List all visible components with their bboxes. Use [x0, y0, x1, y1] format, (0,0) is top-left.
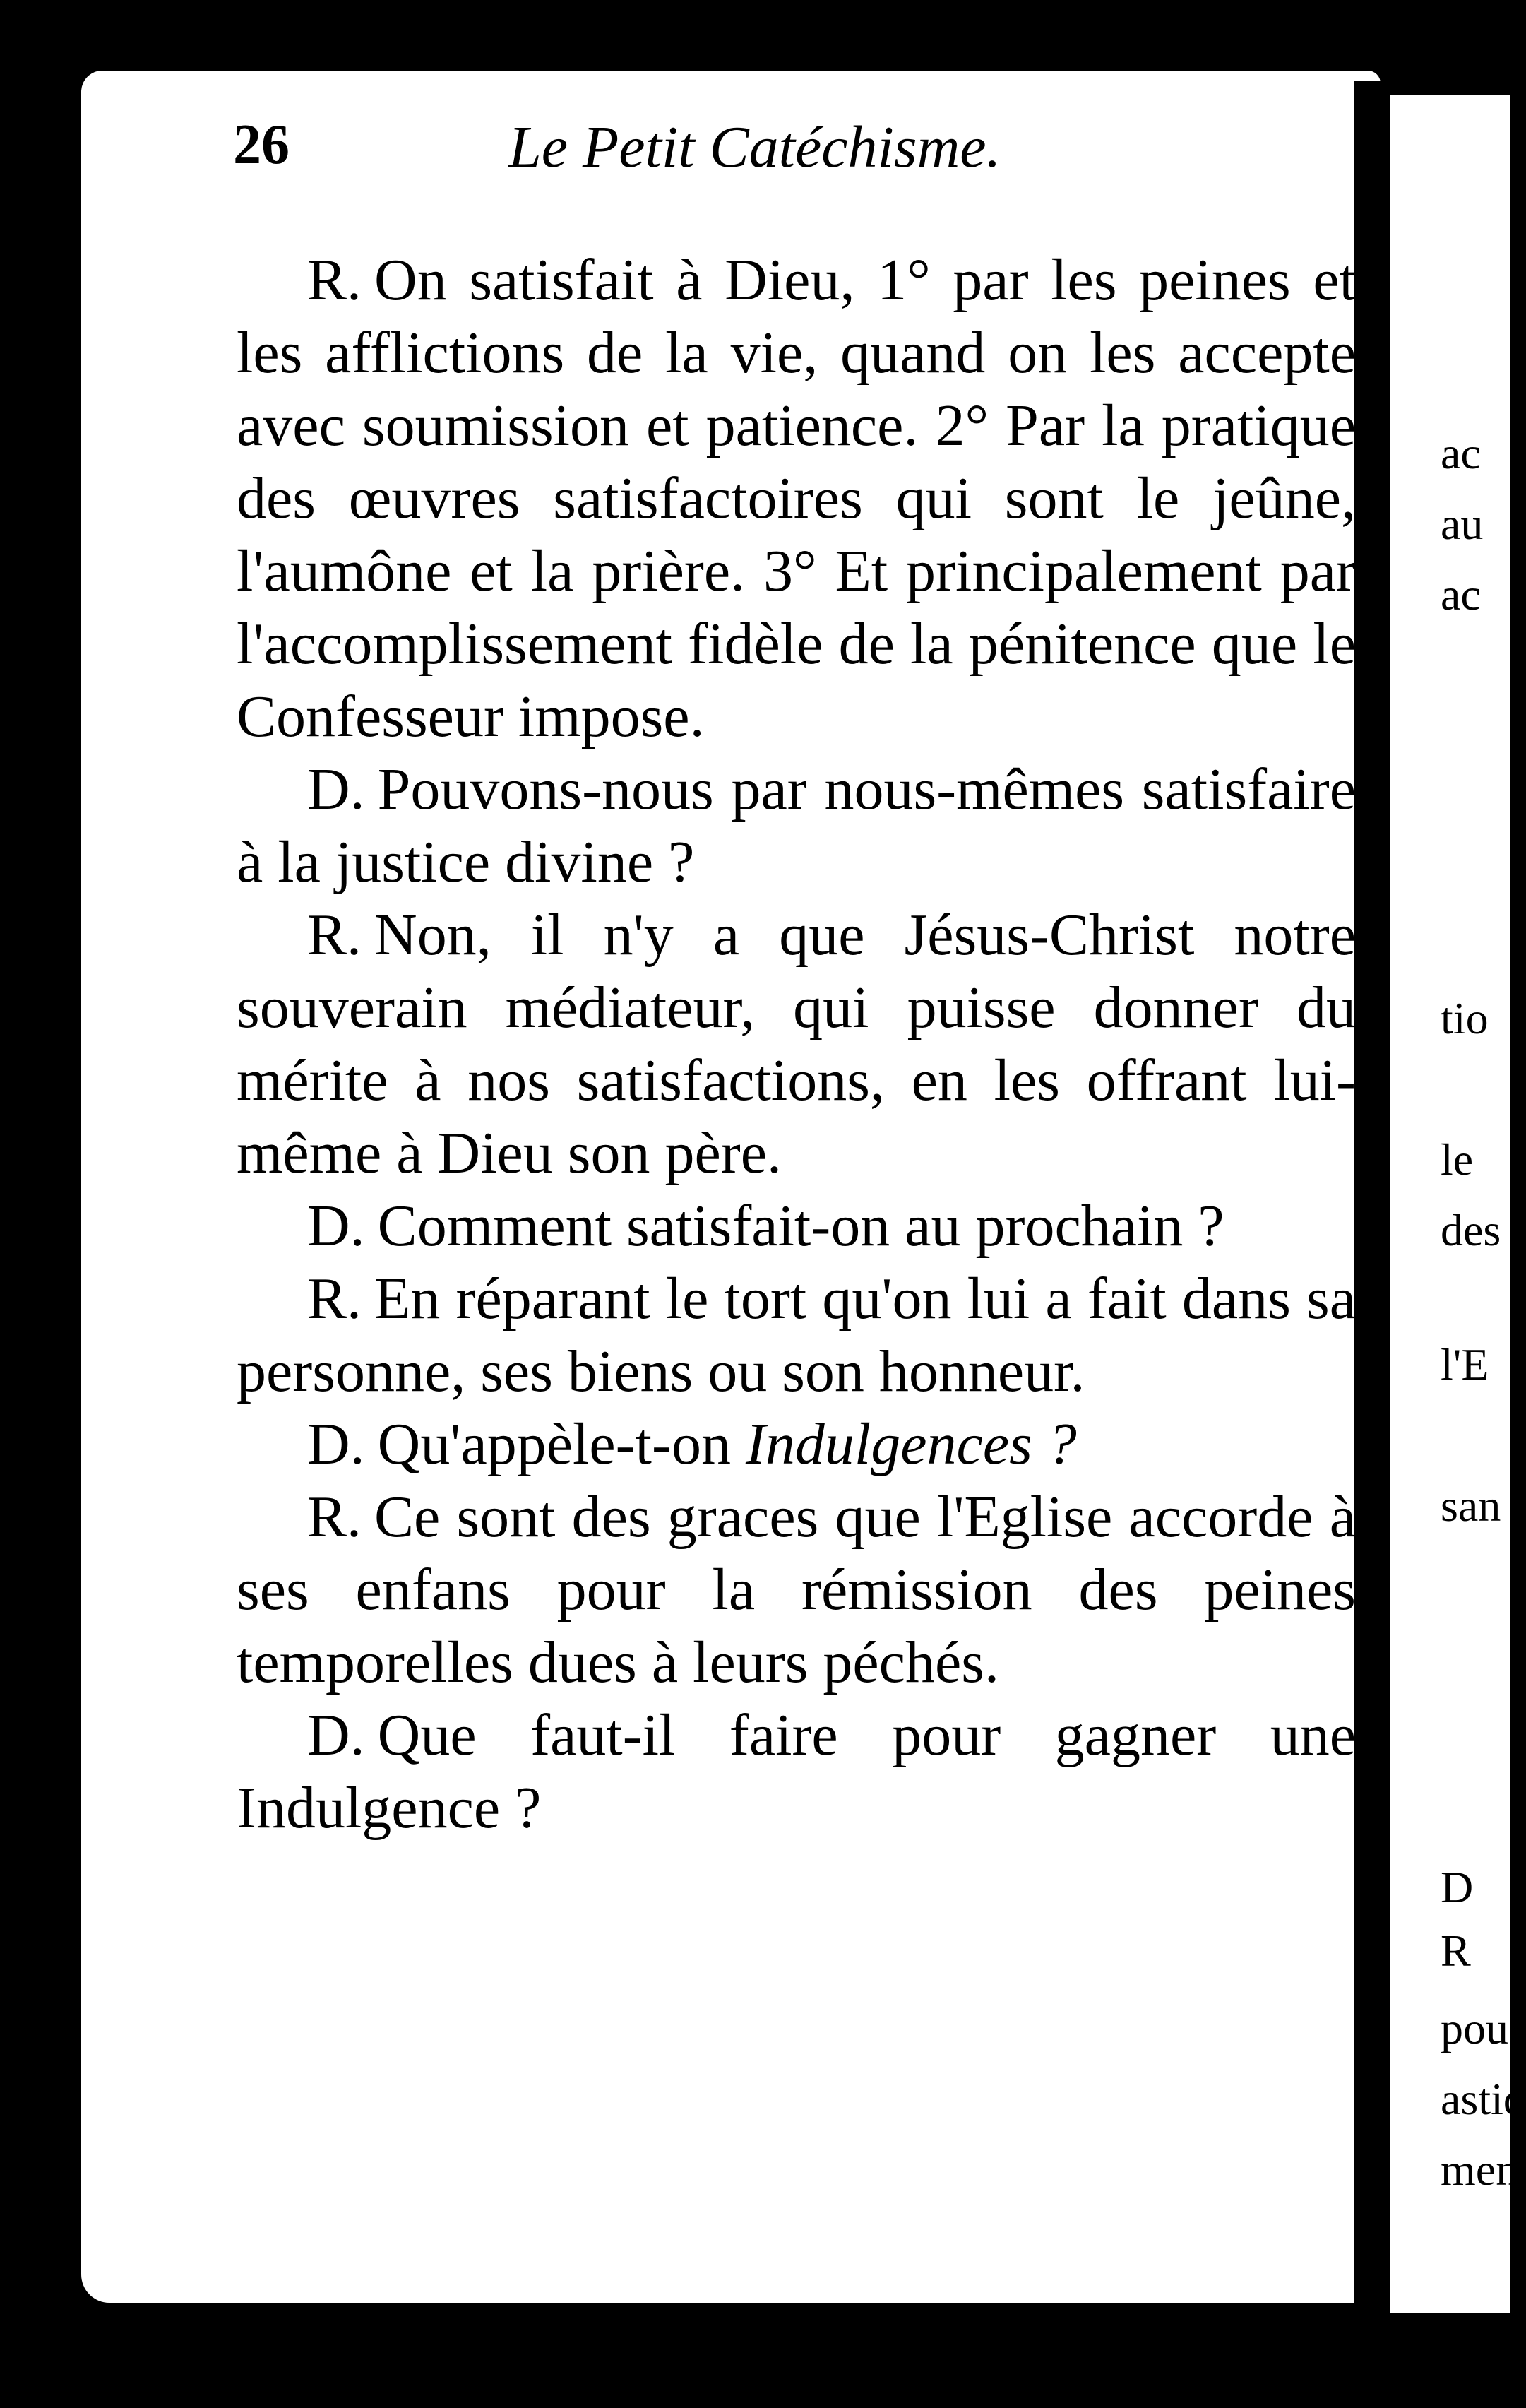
right-page-fragment: l'E [1441, 1339, 1489, 1389]
paragraph-text: Pouvons-nous par nous-mêmes satisfaire à la justice divine ? [237, 757, 1356, 895]
answer-label: R. [307, 902, 362, 968]
answer-paragraph [237, 1262, 1356, 1408]
answer-label: R. [307, 247, 362, 313]
paragraph-italic-text: Indulgences ? [745, 1411, 1077, 1477]
question-paragraph [237, 753, 1356, 898]
catechism-text [237, 244, 1356, 1844]
question-label: D. [307, 1702, 365, 1768]
running-head: Le Petit Catéchisme. [508, 114, 1001, 180]
page-number: 26 [233, 114, 290, 176]
answer-label: R. [307, 1266, 362, 1331]
right-page-fragment: pou [1441, 2003, 1508, 2053]
question-label: D. [307, 1193, 365, 1259]
question-paragraph [237, 1408, 1356, 1481]
paragraph-text: En réparant le tort qu'on lui a fait dans sa personne, ses biens ou son honneur. [237, 1266, 1356, 1404]
question-paragraph [237, 1190, 1356, 1262]
right-page-fragment: R [1441, 1926, 1471, 1976]
right-page-fragment: ac [1441, 569, 1481, 619]
right-page-fragment: men [1441, 2145, 1519, 2195]
paragraph-text: Non, il n'y a que Jésus-Christ notre souverain médiateur, qui puisse donner du mérite à nos satisfactions, en les offrant lui-même à Dieu son père. [237, 902, 1356, 1186]
book-gutter [1354, 81, 1390, 2320]
right-page-fragment: san [1441, 1481, 1501, 1531]
right-page-fragment: astiq [1441, 2074, 1526, 2124]
right-page-fragment: D [1441, 1862, 1474, 1912]
paragraph-text: On satisfait à Dieu, 1° par les peines et les afflictions de la vie, quand on les accepte avec soumission et patience. 2° Par la pratique des œuvres satisfactoires qui sont le jeûne, l'aumône et la prière. 3° Et principalement par l'accomplissement fidèle de la pénitence que le Confesseur impose. [237, 247, 1356, 749]
answer-paragraph [237, 1481, 1356, 1699]
question-label: D. [307, 757, 365, 822]
answer-paragraph [237, 898, 1356, 1190]
paragraph-text: Qu'appèle-t-on [377, 1411, 731, 1477]
paragraph-text: Ce sont des graces que l'Eglise accorde à ses enfans pour la rémission des peines temporelles dues à leurs péchés. [237, 1484, 1356, 1695]
question-paragraph [237, 1699, 1356, 1844]
answer-label: R. [307, 1484, 362, 1550]
question-label: D. [307, 1411, 365, 1477]
right-page-fragment: le [1441, 1134, 1474, 1185]
page-header [233, 113, 1292, 198]
right-page-fragment: au [1441, 499, 1484, 549]
right-page-fragment: ac [1441, 428, 1481, 478]
right-page-fragment: des [1441, 1205, 1501, 1255]
paragraph-text: Que faut-il faire pour gagner une Indulgence ? [237, 1702, 1356, 1841]
paragraph-text: Comment satisfait-on au prochain ? [377, 1193, 1224, 1259]
answer-paragraph [237, 244, 1356, 753]
right-page-fragment: tio [1441, 993, 1489, 1043]
